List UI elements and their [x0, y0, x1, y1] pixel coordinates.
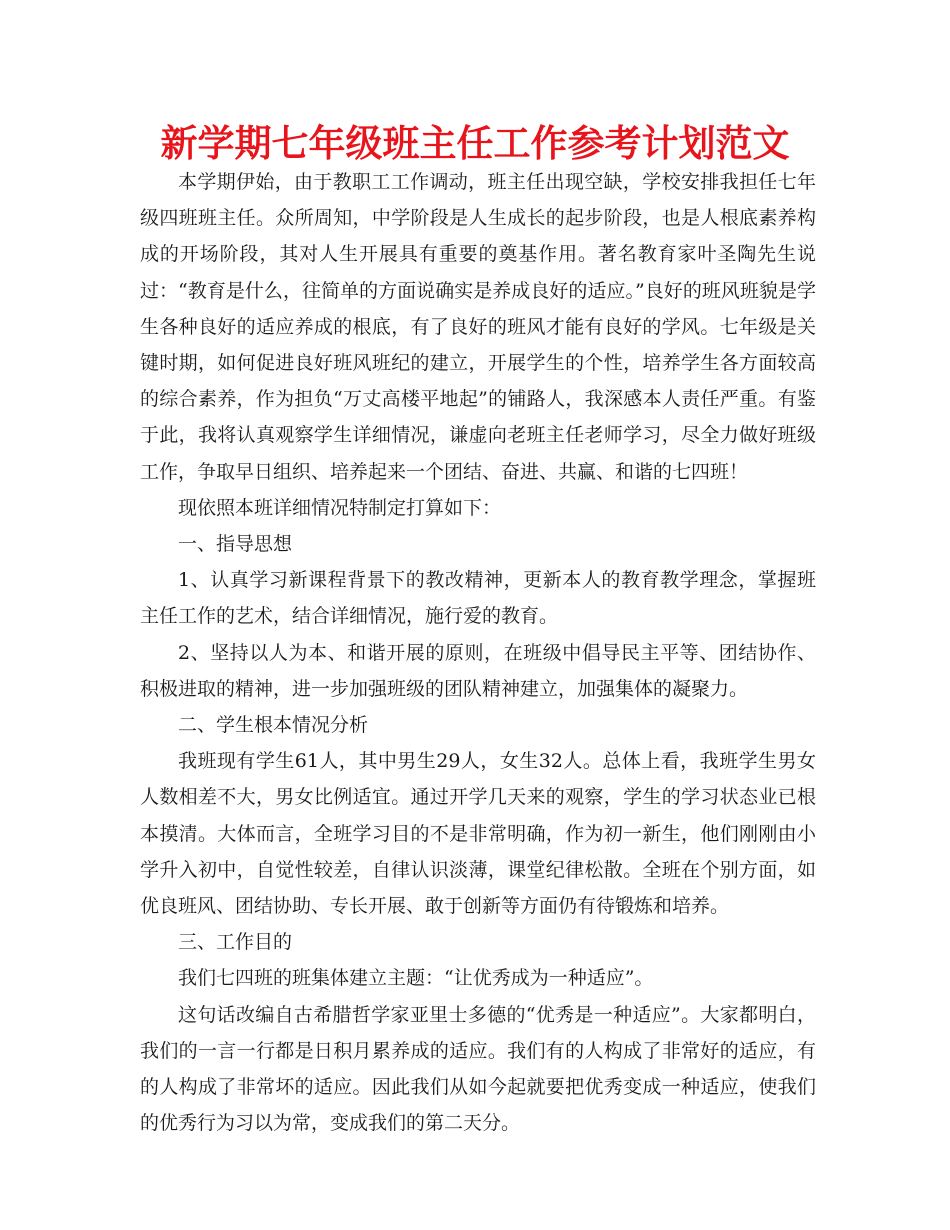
paragraph-plan-intro: 现依照本班详细情况特制定打算如下：	[178, 496, 502, 519]
paragraph-class-theme: 我们七四班的班集体建立主题：“让优秀成为一种适应”。	[178, 967, 654, 990]
section-heading-work-goal: 三、工作目的	[178, 931, 293, 954]
document-title: 新学期七年级班主任工作参考计划范文	[160, 122, 790, 165]
section-heading-student-analysis: 二、学生根本情况分析	[178, 714, 369, 737]
paragraph-guiding-item-2: 2、坚持以人为本、和谐开展的原则，在班级中倡导民主平等、团结协作、积极进取的精神，进一步加强班级的团队精神建立，加强集体的凝聚力。	[140, 641, 816, 700]
paragraph-intro: 本学期伊始，由于教职工工作调动，班主任出现空缺，学校安排我担任七年级四班班主任。众所周知，中学阶段是人生成长的起步阶段，也是人根底素养构成的开场阶段，其对人生开展具有重要的奠基作用。著名教育家叶圣陶先生说过：“教育是什么，往简单的方面说确实是养成良好的适应。”良好的班风班貌是学生各种良好的适应养成的根底，有了良好的班风才能有良好的学风。七年级是关键时期，如何促进良好班风班纪的建立，开展学生的个性，培养学生各方面较高的综合素养，作为担负“万丈高楼平地起”的铺路人，我深感本人责任严重。有鉴于此，我将认真观察学生详细情况，谦虚向老班主任老师学习，尽全力做好班级工作，争取早日组织、培养起来一个团结、奋进、共赢、和谐的七四班！	[140, 171, 816, 483]
section-heading-guiding-ideas: 一、指导思想	[178, 533, 293, 556]
paragraph-theme-explanation: 这句话改编自古希腊哲学家亚里士多德的“优秀是一种适应”。大家都明白，我们的一言一行都是日积月累养成的适应。我们有的人构成了非常好的适应，有的人构成了非常坏的适应。因此我们从如今起就要把优秀变成一种适应，使我们的优秀行为习以为常，变成我们的第二天分。	[140, 1003, 816, 1135]
paragraph-guiding-item-1: 1、认真学习新课程背景下的教改精神，更新本人的教育教学理念，掌握班主任工作的艺术，结合详细情况，施行爱的教育。	[140, 569, 816, 628]
document-body	[140, 164, 816, 1141]
paragraph-student-analysis: 我班现有学生61人，其中男生29人，女生32人。总体上看，我班学生男女人数相差不大，男女比例适宜。通过开学几天来的观察，学生的学习状态业已根本摸清。大体而言，全班学习目的不是非常明确，作为初一新生，他们刚刚由小学升入初中，自觉性较差，自律认识淡薄，课堂纪律松散。全班在个别方面，如优良班风、团结协助、专长开展、敢于创新等方面仍有待锻炼和培养。	[140, 750, 816, 918]
